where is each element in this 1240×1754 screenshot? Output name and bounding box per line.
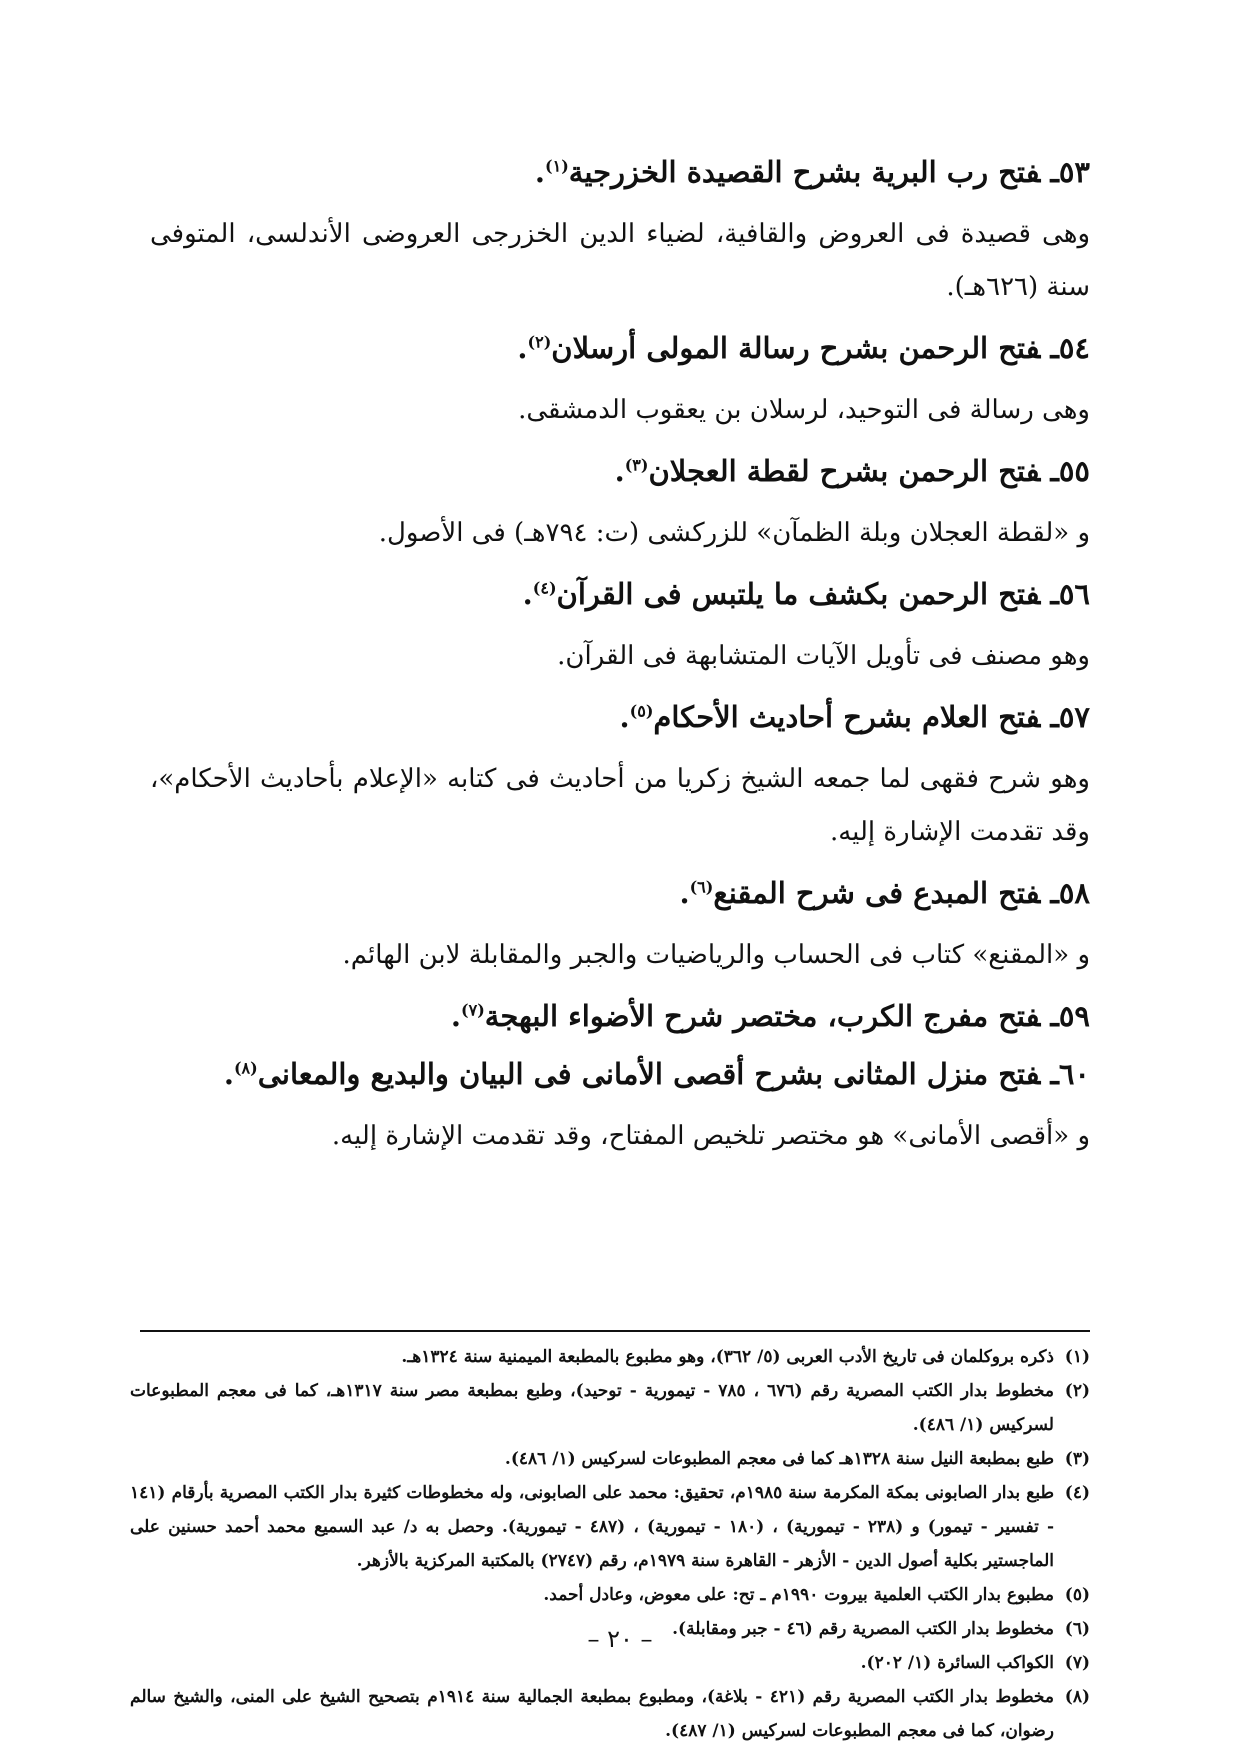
footnote-text: طبع بمطبعة النيل سنة ١٣٢٨هـ كما فى معجم المطبوعات لسركيس (١/ ٤٨٦). bbox=[504, 1449, 1054, 1469]
footnote-text: مطبوع بدار الكتب العلمية بيروت ١٩٩٠م ـ تح: على معوض، وعادل أحمد. bbox=[543, 1585, 1054, 1605]
footnote-number: (١) bbox=[1064, 1347, 1090, 1367]
entry-heading: ٥٥ـفتح الرحمن بشرح لقطة العجلان$^{(٣)}$. bbox=[614, 454, 1090, 488]
entry-56 bbox=[150, 572, 1090, 683]
footnote-text: مخطوط بدار الكتب المصرية رقم (٦٧٦ ، ٧٨٥ - تيمورية - توحيد)، وطبع بمطبعة مصر سنة ١٣١٧هـ، كما فى معجم المطبوعات لسركيس (١/ ٤٨٦). bbox=[130, 1381, 1055, 1435]
footnote-ref: (٤) bbox=[532, 578, 557, 598]
entry-number: ٥٤ـ bbox=[1050, 331, 1090, 365]
entry-number: ٥٩ـ bbox=[1050, 999, 1090, 1033]
entry-title: فتح منزل المثانى بشرح أقصى الأمانى فى البيان والبديع والمعانى bbox=[257, 1057, 1041, 1091]
entry-number: ٥٨ـ bbox=[1050, 876, 1090, 910]
entry-title: فتح العلام بشرح أحاديث الأحكام bbox=[653, 700, 1041, 734]
footnote-number: (٤) bbox=[1064, 1483, 1090, 1503]
entry-heading: ٥٤ـفتح الرحمن بشرح رسالة المولى أرسلان$^{(٢)}$. bbox=[517, 331, 1090, 365]
footnote-4 bbox=[130, 1476, 1090, 1578]
entry-description: و «المقنع» كتاب فى الحساب والرياضيات والجبر والمقابلة لابن الهائم. bbox=[342, 940, 1090, 970]
entry-60 bbox=[150, 1052, 1090, 1163]
entry-55 bbox=[150, 449, 1090, 560]
entry-heading: ٥٩ـفتح مفرج الكرب، مختصر شرح الأضواء البهجة$^{(٧)}$. bbox=[450, 999, 1090, 1033]
entry-title: فتح الرحمن بكشف ما يلتبس فى القرآن bbox=[556, 577, 1041, 611]
entry-title: فتح الرحمن بشرح رسالة المولى أرسلان bbox=[551, 331, 1041, 365]
entry-title: فتح الرحمن بشرح لقطة العجلان bbox=[648, 454, 1041, 488]
entry-title: فتح رب البرية بشرح القصيدة الخزرجية bbox=[568, 155, 1041, 189]
entry-number: ٥٣ـ bbox=[1050, 155, 1090, 189]
footnote-5 bbox=[130, 1578, 1090, 1612]
entry-number: ٦٠ـ bbox=[1050, 1057, 1090, 1091]
footnote-3 bbox=[130, 1442, 1090, 1476]
footnote-ref: (٢) bbox=[527, 332, 552, 352]
entry-description: و «لقطة العجلان وبلة الظمآن» للزركشى (ت: ٧٩٤هـ) فى الأصول. bbox=[378, 518, 1090, 548]
entry-58 bbox=[150, 871, 1090, 982]
footnote-text: طبع بدار الصابونى بمكة المكرمة سنة ١٩٨٥م، تحقيق: محمد على الصابونى، وله مخطوطات كثيرة بدار الكتب المصرية بأرقام (١٤١ - تفسير - تيمور) و (٢٣٨ - تيمورية) ، (١٨٠ - تيمورية) ، (٤٨٧ - تيمورية). وحصل به د/ عبد السميع محمد أحمد حسنين على الماجستير بكلية أصول الدين - الأزهر - القاهرة سنة ١٩٧٩م، رقم (٢٧٤٧) بالمكتبة المركزية بالأزهر. bbox=[130, 1483, 1055, 1571]
footnote-number: (٨) bbox=[1064, 1687, 1090, 1707]
footnote-number: (٦) bbox=[1064, 1619, 1090, 1639]
entry-heading: ٦٠ـفتح منزل المثانى بشرح أقصى الأمانى فى البيان والبديع والمعانى$^{(٨)}$. bbox=[223, 1057, 1090, 1091]
footnote-number: (٧) bbox=[1064, 1653, 1090, 1673]
main-text bbox=[130, 150, 1090, 1741]
entry-title: فتح المبدع فى شرح المقنع bbox=[713, 876, 1041, 910]
footnote-text: ذكره بروكلمان فى تاريخ الأدب العربى (٥/ ٣٦٢)، وهو مطبوع بالمطبعة الميمنية سنة ١٣٢٤هـ. bbox=[401, 1347, 1054, 1367]
entry-number: ٥٧ـ bbox=[1050, 700, 1090, 734]
footnote-text: الكواكب السائرة (١/ ٢٠٢). bbox=[860, 1653, 1054, 1673]
footnote-ref: (٣) bbox=[624, 455, 649, 475]
footnote-ref: (٦) bbox=[689, 877, 714, 897]
footnote-text: مخطوط بدار الكتب المصرية رقم (٤٦ - جبر ومقابلة). bbox=[672, 1619, 1054, 1639]
entry-heading: ٥٦ـفتح الرحمن بكشف ما يلتبس فى القرآن$^{(٤)}$. bbox=[522, 577, 1090, 611]
footnote-ref: (١) bbox=[545, 156, 569, 176]
entry-description: و «أقصى الأمانى» هو مختصر تلخيص المفتاح، وقد تقدمت الإشارة إليه. bbox=[331, 1121, 1090, 1151]
footnote-number: (٥) bbox=[1064, 1585, 1090, 1605]
footnote-number: (٢) bbox=[1064, 1381, 1090, 1401]
footnote-ref: (٧) bbox=[461, 1000, 485, 1020]
footnote-text: مخطوط بدار الكتب المصرية رقم (٤٢١ - بلاغة)، ومطبوع بمطبعة الجمالية سنة ١٩١٤م بتصحيح الشيخ على المنى، والشيخ سالم رضوان، كما فى معجم المطبوعات لسركيس (١/ ٤٨٧). bbox=[130, 1687, 1054, 1741]
entry-59 bbox=[150, 994, 1090, 1038]
entry-heading: ٥٧ـفتح العلام بشرح أحاديث الأحكام$^{(٥)}$. bbox=[619, 700, 1090, 734]
entry-number: ٥٥ـ bbox=[1050, 454, 1090, 488]
footnote-2 bbox=[130, 1374, 1090, 1442]
footnote-ref: (٨) bbox=[233, 1058, 258, 1078]
footnote-8 bbox=[130, 1680, 1090, 1748]
entry-number: ٥٦ـ bbox=[1050, 577, 1090, 611]
footnotes bbox=[130, 1340, 1090, 1748]
entry-53 bbox=[150, 150, 1090, 314]
footnote-ref: (٥) bbox=[629, 701, 654, 721]
entry-description: وهى رسالة فى التوحيد، لرسلان بن يعقوب الدمشقى. bbox=[518, 395, 1090, 425]
entry-description: وهو شرح فقهى لما جمعه الشيخ زكريا من أحاديث فى كتابه «الإعلام بأحاديث الأحكام»، وقد تقدمت الإشارة إليه. bbox=[150, 764, 1090, 847]
entry-description: وهى قصيدة فى العروض والقافية، لضياء الدين الخزرجى العروضى الأندلسى، المتوفى سنة (٦٢٦هـ). bbox=[150, 219, 1090, 302]
footnote-1 bbox=[130, 1340, 1090, 1374]
entry-heading: ٥٣ـفتح رب البرية بشرح القصيدة الخزرجية$^{(١)}$. bbox=[534, 155, 1090, 189]
footnote-divider bbox=[140, 1330, 1090, 1332]
page-number: – ٢٠ – bbox=[587, 1625, 653, 1653]
entry-57 bbox=[150, 695, 1090, 859]
footnote-number: (٣) bbox=[1064, 1449, 1090, 1469]
entry-heading: ٥٨ـفتح المبدع فى شرح المقنع$^{(٦)}$. bbox=[679, 876, 1090, 910]
entry-title: فتح مفرج الكرب، مختصر شرح الأضواء البهجة bbox=[484, 999, 1041, 1033]
entry-54 bbox=[150, 326, 1090, 437]
entry-description: وهو مصنف فى تأويل الآيات المتشابهة فى القرآن. bbox=[557, 641, 1090, 671]
